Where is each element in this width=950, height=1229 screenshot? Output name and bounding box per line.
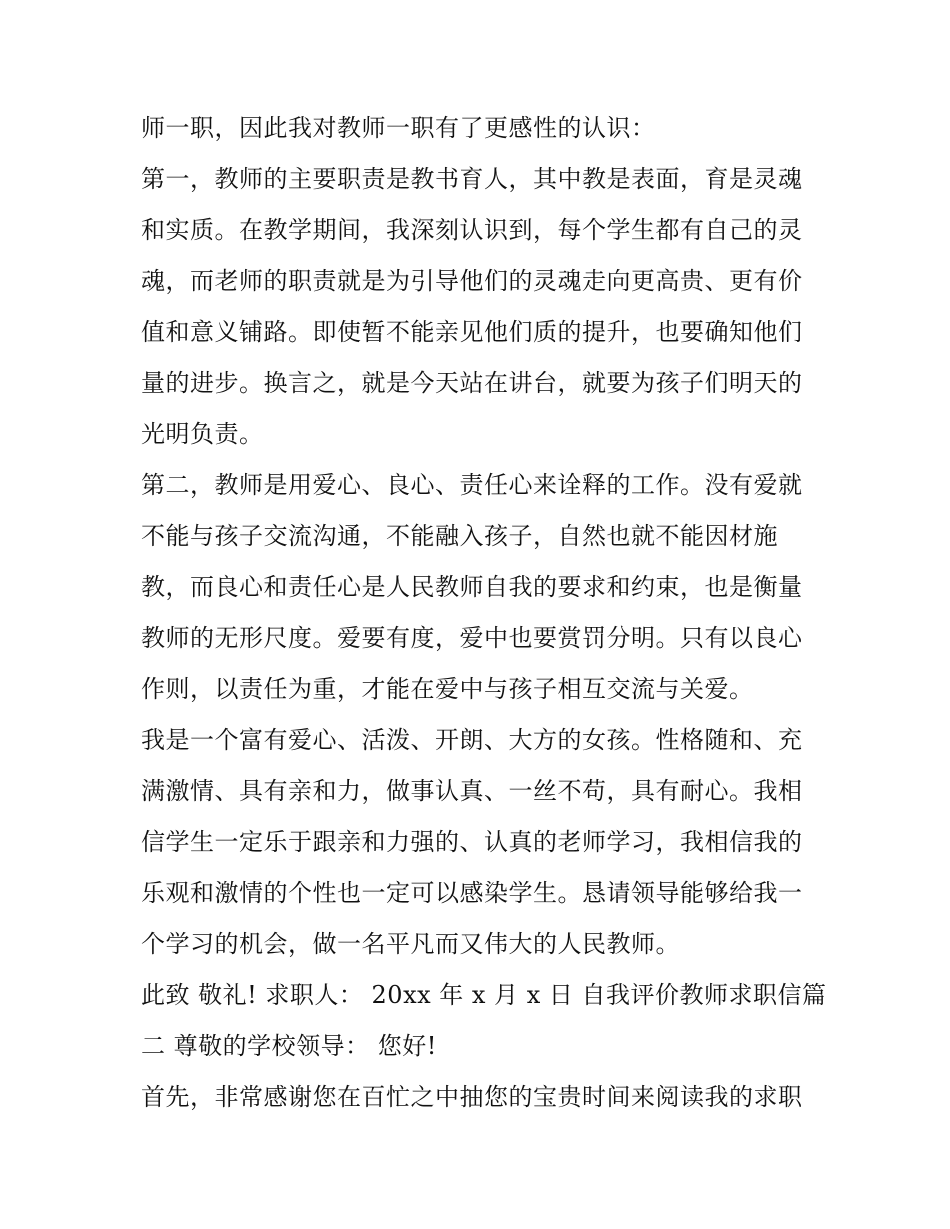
text-line: 教，而良心和责任心是人民教师自我的要求和约束，也是衡量	[141, 573, 803, 601]
text-line: 乐观和激情的个性也一定可以感染学生。恳请领导能够给我一	[141, 879, 803, 907]
text-line: 此致 敬礼! 求职人： 20xx 年 x 月 x 日 自我评价教师求职信篇	[141, 981, 827, 1009]
text-line: 和实质。在教学期间，我深刻认识到，每个学生都有自己的灵	[141, 216, 803, 244]
text-line: 信学生一定乐于跟亲和力强的、认真的老师学习，我相信我的	[141, 828, 803, 856]
text-line: 首先，非常感谢您在百忙之中抽您的宝贵时间来阅读我的求职	[141, 1083, 803, 1111]
text-line: 师一职，因此我对教师一职有了更感性的认识：	[141, 114, 656, 142]
text-line: 二 尊敬的学校领导： 您好!	[141, 1032, 437, 1060]
text-line: 我是一个富有爱心、活泼、开朗、大方的女孩。性格随和、充	[141, 726, 803, 754]
text-line: 量的进步。换言之，就是今天站在讲台，就要为孩子们明天的	[141, 369, 803, 397]
text-line: 值和意义铺路。即使暂不能亲见他们质的提升，也要确知他们	[141, 318, 803, 346]
text-line: 光明负责。	[141, 420, 264, 448]
body-text	[141, 103, 827, 1123]
text-line: 魂，而老师的职责就是为引导他们的灵魂走向更高贵、更有价	[141, 267, 803, 295]
text-line: 个学习的机会，做一名平凡而又伟大的人民教师。	[141, 930, 680, 958]
text-line: 满激情、具有亲和力，做事认真、一丝不苟，具有耐心。我相	[141, 777, 803, 805]
text-line: 作则，以责任为重，才能在爱中与孩子相互交流与关爱。	[141, 675, 754, 703]
text-line: 不能与孩子交流沟通，不能融入孩子，自然也就不能因材施	[141, 522, 778, 550]
text-line: 第一，教师的主要职责是教书育人，其中教是表面，育是灵魂	[141, 165, 803, 193]
text-line: 第二，教师是用爱心、良心、责任心来诠释的工作。没有爱就	[141, 471, 803, 499]
text-line: 教师的无形尺度。爱要有度，爱中也要赏罚分明。只有以良心	[141, 624, 803, 652]
